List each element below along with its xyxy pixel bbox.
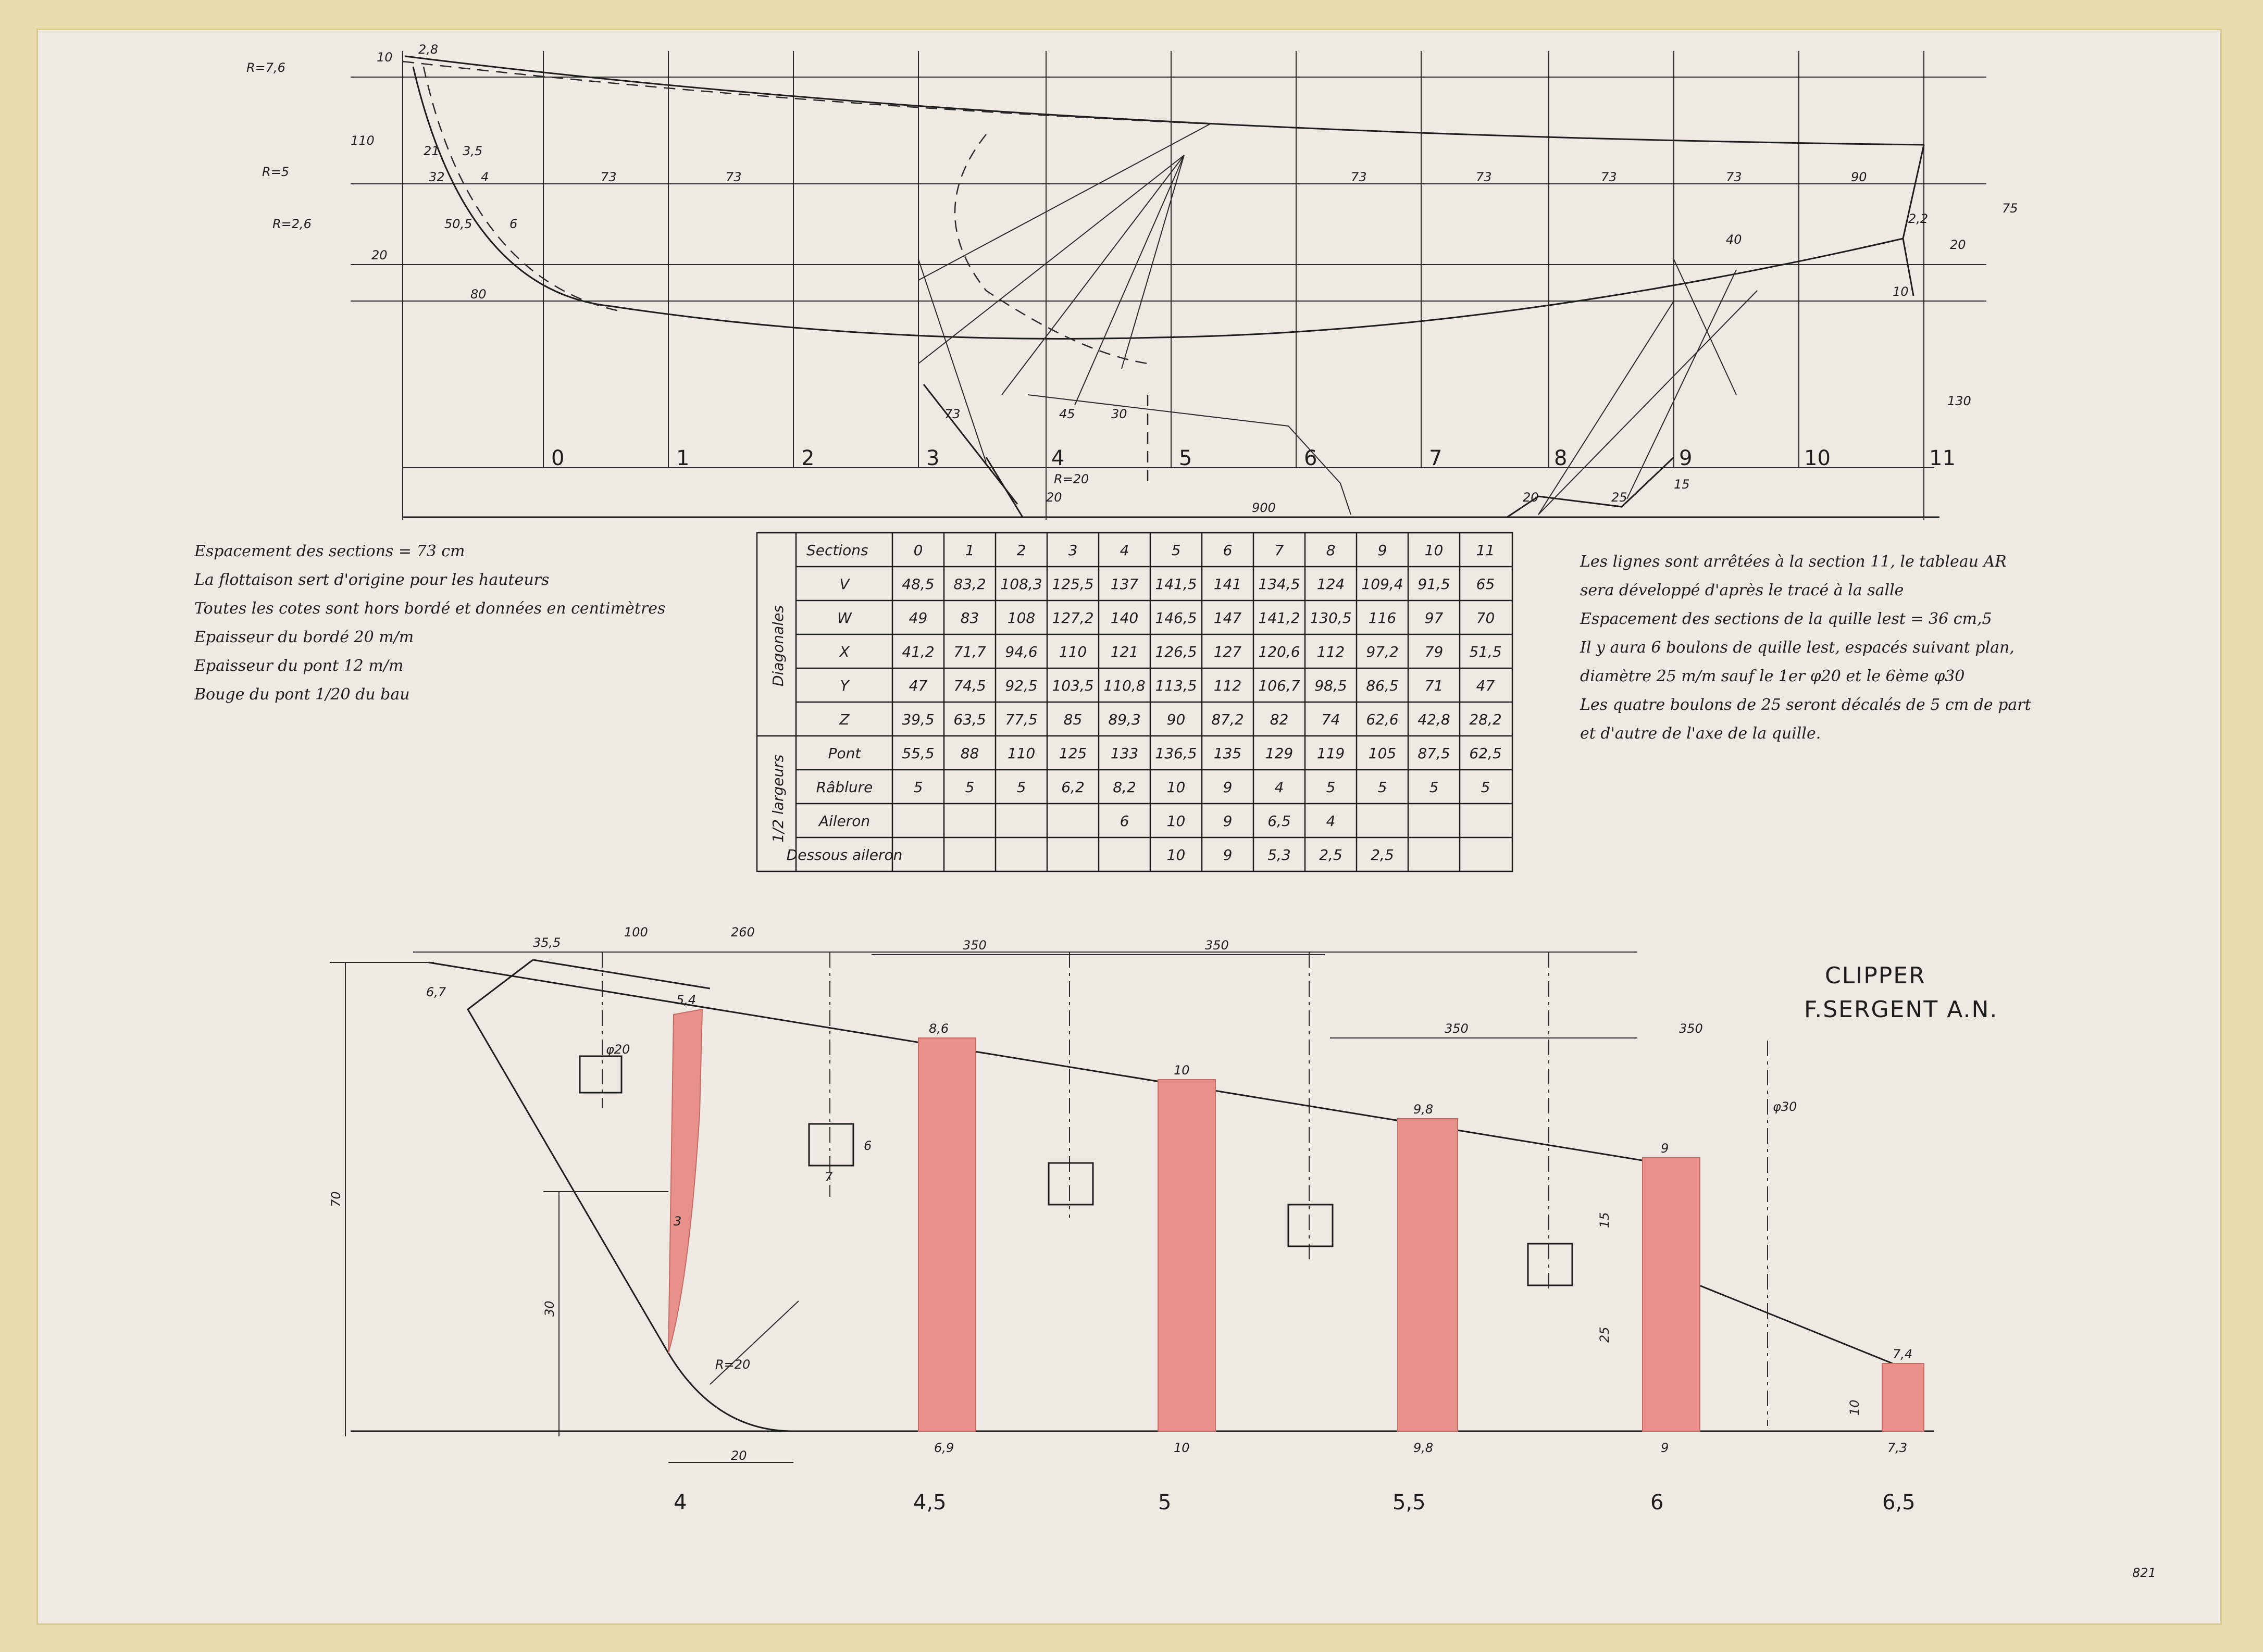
- group-label-diagonales: Diagonales: [769, 605, 787, 686]
- table-cell: 135: [1213, 745, 1242, 762]
- table-header-section: 5: [1171, 542, 1181, 559]
- table-cell: 47: [1476, 677, 1495, 694]
- bolt-box-5: [1528, 1244, 1572, 1285]
- section-number-5: 5: [1179, 446, 1192, 470]
- table-cell: 63,5: [953, 711, 986, 728]
- table-cell: 5: [1326, 779, 1336, 796]
- svg-text:2,2: 2,2: [1908, 211, 1929, 226]
- table-cell: 74: [1321, 711, 1340, 728]
- table-cell: 108,3: [1000, 575, 1042, 593]
- svg-text:130: 130: [1947, 394, 1971, 408]
- table-cell: 49: [909, 609, 928, 627]
- table-cell: 125: [1059, 745, 1087, 762]
- bolt-label-30: φ30: [1773, 1099, 1797, 1114]
- table-cell: 113,5: [1155, 677, 1197, 694]
- table-cell: 62,6: [1366, 711, 1399, 728]
- table-cell: 6,5: [1267, 812, 1291, 830]
- table-cell: 97,2: [1366, 643, 1399, 660]
- boat-name: CLIPPER: [1825, 962, 1926, 989]
- svg-text:R=20: R=20: [1054, 472, 1089, 486]
- table-cell: 87,5: [1418, 745, 1450, 762]
- table-cell: 110: [1007, 745, 1036, 762]
- table-cell: 71,7: [953, 643, 986, 660]
- svg-text:110: 110: [351, 133, 375, 148]
- table-cell: 9: [1223, 779, 1233, 796]
- table-cell: 97: [1424, 609, 1444, 627]
- note-right-5: diamètre 25 m/m sauf le 1er φ20 et le 6ème φ30: [1580, 667, 1965, 685]
- table-cell: 83,2: [953, 575, 986, 593]
- bolt-label-20: φ20: [606, 1042, 630, 1057]
- table-cell: 4: [1274, 779, 1284, 796]
- table-cell: 124: [1316, 575, 1345, 593]
- svg-text:R=2,6: R=2,6: [272, 217, 312, 231]
- svg-text:6,9: 6,9: [934, 1441, 954, 1455]
- technical-drawing: [38, 30, 2223, 1626]
- note-right-4: Il y aura 6 boulons de quille lest, espacés suivant plan,: [1580, 639, 2015, 657]
- table-cell: 136,5: [1155, 745, 1197, 762]
- section-number-3: 3: [926, 446, 940, 470]
- section-6-5-fill: [1882, 1363, 1924, 1431]
- svg-text:10: 10: [1174, 1063, 1190, 1078]
- svg-text:5,4: 5,4: [676, 993, 697, 1007]
- svg-text:10: 10: [1847, 1399, 1862, 1416]
- table-row-label: Dessous aileron: [786, 846, 903, 863]
- section-5-fill: [1158, 1080, 1215, 1431]
- note-right-6: Les quatre boulons de 25 seront décalés de 5 cm de part: [1580, 696, 2031, 714]
- table-cell: 2,5: [1371, 846, 1394, 863]
- section-number-11: 11: [1929, 446, 1956, 470]
- table-cell: 141,2: [1258, 609, 1300, 627]
- svg-text:3,5: 3,5: [463, 144, 483, 158]
- table-cell: 83: [960, 609, 979, 627]
- table-header-section: 4: [1120, 542, 1129, 559]
- svg-text:6,7: 6,7: [426, 985, 446, 999]
- svg-text:R=20: R=20: [715, 1357, 751, 1372]
- drawing-sheet: [36, 29, 2222, 1625]
- sections-header-label: Sections: [806, 542, 868, 559]
- svg-text:30: 30: [542, 1300, 557, 1317]
- table-cell: 2,5: [1319, 846, 1342, 863]
- section-number-10: 10: [1804, 446, 1831, 470]
- svg-text:9: 9: [1661, 1441, 1669, 1455]
- svg-text:32: 32: [429, 170, 445, 184]
- table-cell: 134,5: [1258, 575, 1300, 593]
- table-cell: 119: [1316, 745, 1345, 762]
- svg-text:20: 20: [1046, 490, 1062, 505]
- svg-text:40: 40: [1726, 232, 1742, 247]
- table-header-section: 7: [1274, 542, 1284, 559]
- svg-text:350: 350: [1679, 1021, 1703, 1036]
- table-cell: 147: [1213, 609, 1242, 627]
- table-cell: 4: [1326, 812, 1336, 830]
- profile-section-numbers: [551, 446, 1956, 470]
- table-cell: 6: [1120, 812, 1129, 830]
- table-cell: 5: [1377, 779, 1387, 796]
- table-cell: 39,5: [902, 711, 935, 728]
- svg-text:100: 100: [624, 925, 648, 940]
- section-number-7: 7: [1429, 446, 1443, 470]
- table-cell: 127: [1213, 643, 1242, 660]
- svg-text:7: 7: [825, 1170, 833, 1184]
- table-cell: 103,5: [1052, 677, 1094, 694]
- svg-text:9,8: 9,8: [1413, 1102, 1434, 1117]
- table-cell: 92,5: [1005, 677, 1038, 694]
- table-header-section: 9: [1377, 542, 1387, 559]
- svg-text:10: 10: [377, 50, 393, 65]
- svg-text:45: 45: [1059, 407, 1075, 421]
- table-cell: 86,5: [1366, 677, 1399, 694]
- table-row-label: Râblure: [816, 779, 873, 796]
- svg-text:20: 20: [1950, 237, 1966, 252]
- table-cell: 10: [1166, 846, 1186, 863]
- svg-text:73: 73: [1601, 170, 1617, 184]
- table-cell: 5: [1016, 779, 1026, 796]
- table-cell: 79: [1424, 643, 1444, 660]
- svg-text:900: 900: [1252, 500, 1276, 515]
- title-block: [1804, 962, 1998, 1023]
- svg-text:75: 75: [2002, 201, 2018, 216]
- svg-text:73: 73: [1476, 170, 1492, 184]
- table-header-section: 0: [913, 542, 923, 559]
- section-number-9: 9: [1679, 446, 1693, 470]
- svg-text:80: 80: [470, 287, 487, 302]
- table-cell: 141: [1213, 575, 1242, 593]
- table-cell: 91,5: [1418, 575, 1450, 593]
- table-cell: 141,5: [1155, 575, 1197, 593]
- svg-text:90: 90: [1851, 170, 1867, 184]
- note-left-6: Bouge du pont 1/20 du bau: [194, 685, 410, 704]
- notes-right: [1580, 553, 2032, 743]
- table-cell: 137: [1110, 575, 1139, 593]
- svg-text:73: 73: [1351, 170, 1367, 184]
- svg-text:10: 10: [1893, 284, 1909, 299]
- svg-text:73: 73: [601, 170, 617, 184]
- note-left-3: Toutes les cotes sont hors bordé et données en centimètres: [194, 599, 666, 618]
- table-row-label: W: [837, 609, 852, 627]
- table-cell: 120,6: [1258, 643, 1300, 660]
- table-cell: 89,3: [1108, 711, 1141, 728]
- note-right-1: Les lignes sont arrêtées à la section 11, le tableau AR: [1580, 553, 2007, 571]
- keel-sections-drawing: [329, 925, 1934, 1515]
- svg-text:9,8: 9,8: [1413, 1441, 1434, 1455]
- section-number-6: 6: [1304, 446, 1317, 470]
- table-cell: 146,5: [1155, 609, 1197, 627]
- designer-name: F.SERGENT A.N.: [1804, 996, 1998, 1023]
- table-cell: 55,5: [902, 745, 935, 762]
- section-number-2: 2: [801, 446, 815, 470]
- svg-text:73: 73: [1726, 170, 1742, 184]
- svg-text:7,4: 7,4: [1893, 1347, 1913, 1361]
- table-cell: 105: [1368, 745, 1397, 762]
- svg-text:4: 4: [481, 170, 489, 184]
- table-cell: 47: [909, 677, 928, 694]
- table-cell: 9: [1223, 812, 1233, 830]
- table-row-label: Y: [840, 677, 849, 694]
- svg-text:6: 6: [864, 1138, 872, 1153]
- table-cell: 62,5: [1469, 745, 1502, 762]
- table-cell: 116: [1368, 609, 1397, 627]
- svg-text:350: 350: [1445, 1021, 1469, 1036]
- svg-text:25: 25: [1611, 490, 1627, 505]
- table-header-section: 8: [1326, 542, 1336, 559]
- table-cell: 5: [965, 779, 975, 796]
- table-header-section: 1: [965, 542, 975, 559]
- table-cell: 110,8: [1103, 677, 1146, 694]
- note-left-5: Epaisseur du pont 12 m/m: [194, 657, 404, 675]
- table-cell: 71: [1424, 677, 1444, 694]
- table-cell: 94,6: [1005, 643, 1038, 660]
- bolt-box-3: [1049, 1163, 1093, 1205]
- svg-text:20: 20: [731, 1448, 747, 1463]
- table-cell: 106,7: [1258, 677, 1300, 694]
- svg-text:35,5: 35,5: [533, 935, 561, 950]
- keel-section-5: 5: [1158, 1491, 1172, 1515]
- bolt-box-4: [1288, 1205, 1333, 1246]
- svg-text:50,5: 50,5: [444, 217, 473, 231]
- table-cell: 121: [1110, 643, 1139, 660]
- svg-text:2,8: 2,8: [418, 42, 439, 57]
- keel-section-6-5: 6,5: [1882, 1491, 1916, 1515]
- svg-text:8,6: 8,6: [929, 1021, 949, 1036]
- notes-left: [194, 542, 665, 704]
- table-cell: 133: [1110, 745, 1139, 762]
- svg-text:350: 350: [1205, 938, 1229, 953]
- table-cell: 5: [1429, 779, 1439, 796]
- table-cell: 48,5: [902, 575, 935, 593]
- table-cell: 5: [1481, 779, 1490, 796]
- table-header-section: 6: [1223, 542, 1233, 559]
- section-4-fill: [668, 1009, 702, 1353]
- table-header-section: 10: [1424, 542, 1444, 559]
- bolt-box-2: [809, 1124, 853, 1166]
- table-cell: 125,5: [1052, 575, 1094, 593]
- table-cell: 112: [1316, 643, 1345, 660]
- table-cell: 85: [1063, 711, 1083, 728]
- svg-text:21: 21: [424, 144, 440, 158]
- table-cell: 82: [1270, 711, 1289, 728]
- section-number-0: 0: [551, 446, 565, 470]
- table-cell: 5,3: [1267, 846, 1291, 863]
- svg-text:3: 3: [674, 1214, 682, 1229]
- table-cell: 77,5: [1005, 711, 1038, 728]
- svg-text:9: 9: [1661, 1141, 1669, 1156]
- table-cell: 5: [913, 779, 923, 796]
- note-right-2: sera développé d'après le tracé à la salle: [1580, 581, 1904, 599]
- table-cell: 9: [1223, 846, 1233, 863]
- section-6-fill: [1643, 1158, 1700, 1431]
- table-row-label: X: [839, 643, 850, 660]
- section-number-4: 4: [1051, 446, 1065, 470]
- note-right-3: Espacement des sections de la quille lest = 36 cm,5: [1580, 610, 1992, 628]
- note-left-1: Espacement des sections = 73 cm: [194, 542, 465, 560]
- table-cell: 74,5: [953, 677, 986, 694]
- group-label-largeurs: 1/2 largeurs: [769, 754, 787, 843]
- svg-text:6: 6: [509, 217, 518, 231]
- svg-text:20: 20: [1523, 490, 1539, 505]
- svg-text:260: 260: [731, 925, 755, 940]
- svg-text:25: 25: [1597, 1326, 1612, 1343]
- table-cell: 126,5: [1155, 643, 1197, 660]
- table-row-label: V: [839, 575, 850, 593]
- table-cell: 51,5: [1469, 643, 1502, 660]
- table-row-label: Pont: [828, 745, 861, 762]
- keel-section-6: 6: [1650, 1491, 1664, 1515]
- table-header-section: 11: [1476, 542, 1495, 559]
- section-4-5-fill: [918, 1038, 976, 1431]
- keel-section-5-5: 5,5: [1392, 1491, 1426, 1515]
- svg-text:R=5: R=5: [262, 165, 290, 179]
- svg-text:10: 10: [1174, 1441, 1190, 1455]
- sheet-number: 821: [2132, 1566, 2156, 1580]
- table-cell: 130,5: [1310, 609, 1352, 627]
- table-header-section: 2: [1016, 542, 1026, 559]
- table-cell: 87,2: [1211, 711, 1244, 728]
- offsets-table: [757, 533, 1512, 871]
- note-left-4: Epaisseur du bordé 20 m/m: [194, 628, 414, 646]
- table-cell: 10: [1166, 779, 1186, 796]
- section-number-8: 8: [1554, 446, 1568, 470]
- table-cell: 112: [1213, 677, 1242, 694]
- svg-text:R=7,6: R=7,6: [246, 60, 285, 75]
- table-cell: 129: [1265, 745, 1294, 762]
- svg-text:73: 73: [944, 407, 961, 421]
- keel-section-4: 4: [674, 1491, 687, 1515]
- table-cell: 88: [960, 745, 979, 762]
- table-cell: 8,2: [1113, 779, 1136, 796]
- section-5-5-fill: [1398, 1119, 1458, 1431]
- table-cell: 110: [1059, 643, 1087, 660]
- table-cell: 127,2: [1052, 609, 1094, 627]
- table-cell: 10: [1166, 812, 1186, 830]
- bow-dimensions: [246, 42, 517, 302]
- station-spacing-labels: [601, 170, 1867, 184]
- bolt-box-1: [580, 1056, 621, 1093]
- table-cell: 28,2: [1469, 711, 1502, 728]
- svg-text:20: 20: [371, 248, 388, 262]
- svg-text:73: 73: [726, 170, 742, 184]
- note-right-7: et d'autre de l'axe de la quille.: [1580, 724, 1821, 743]
- table-cell: 140: [1110, 609, 1139, 627]
- keel-dimensions: [944, 232, 1971, 515]
- table-row-label: Z: [839, 711, 850, 728]
- table-cell: 6,2: [1061, 779, 1085, 796]
- svg-text:15: 15: [1597, 1212, 1612, 1228]
- table-cell: 90: [1166, 711, 1186, 728]
- table-cell: 42,8: [1418, 711, 1450, 728]
- svg-text:350: 350: [963, 938, 987, 953]
- svg-text:15: 15: [1674, 477, 1690, 492]
- svg-text:7,3: 7,3: [1887, 1441, 1908, 1455]
- table-cell: 41,2: [902, 643, 935, 660]
- keel-section-4-5: 4,5: [913, 1491, 947, 1515]
- table-row-label: Aileron: [818, 812, 871, 830]
- table-cell: 65: [1476, 575, 1495, 593]
- table-cell: 70: [1476, 609, 1495, 627]
- svg-text:70: 70: [329, 1191, 343, 1207]
- section-number-1: 1: [676, 446, 690, 470]
- table-header-section: 3: [1068, 542, 1078, 559]
- svg-text:30: 30: [1111, 407, 1127, 421]
- profile-drawing: [246, 42, 2018, 520]
- table-cell: 98,5: [1314, 677, 1347, 694]
- note-left-2: La flottaison sert d'origine pour les hauteurs: [194, 571, 550, 589]
- table-cell: 109,4: [1361, 575, 1403, 593]
- table-cell: 108: [1007, 609, 1036, 627]
